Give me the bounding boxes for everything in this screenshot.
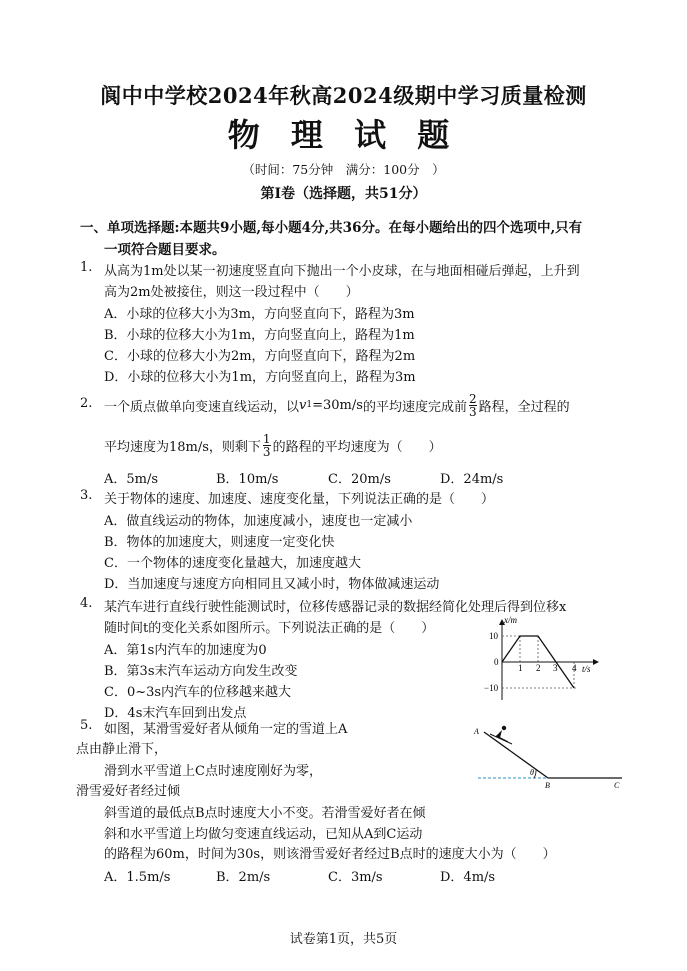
q2-option-a: A．5m/s [104,472,159,487]
q5-line4: 滑雪爱好者经过倾 [76,784,181,799]
graph-y-label: x/m [504,615,517,625]
figure-label-a: A [474,727,479,736]
q2-line2-a: 平均速度为18m/s，则剩下 [104,439,261,455]
q2-frac2-num: 1 [262,431,271,446]
q2-frac1-den: 3 [468,404,477,419]
school-title: 阆中中学校2024年秋高2024级期中学习质量检测 [100,83,587,108]
section-heading-line2: 一项符合题目要求。 [104,242,226,258]
q1-option-d: D．小球的位移大小为1m，方向竖直向上，路程为3m [104,370,416,385]
q2-line2 [104,430,442,460]
inclined-snow-track [484,732,548,778]
q4-line1: 某汽车进行直线行驶性能测试时，位移传感器记录的数据经简化处理后得到位移x [104,600,567,615]
graph-x-tick-2: 2 [536,663,541,673]
q3-option-c: C．一个物体的速度变化量越大，加速度越大 [104,556,361,571]
exam-meta: （时间：75分钟 满分：100分 ） [242,162,445,177]
q1-number: 1. [80,260,93,275]
q4-option-d: D．4s末汽车回到出发点 [104,706,247,721]
q2-fraction-1-3 [263,433,271,458]
graph-y-tick-10: 10 [489,631,498,641]
q2-v1: v [299,397,307,413]
slope-angle-arc [534,770,536,778]
q5-line1: 如图，某滑雪爱好者从倾角一定的雪道上A [104,722,348,737]
q5-number: 5. [80,718,93,733]
q3-line1: 关于物体的速度、加速度、速度变化量，下列说法正确的是（ ） [104,492,495,507]
q2-frac2-den: 3 [262,444,271,459]
graph-x-label: t/s [582,664,591,674]
subject-title: 物 理 试 题 [227,116,460,154]
q5-line2: 点由静止滑下， [76,742,168,757]
q5-line6: 斜和水平雪道上均做匀变速直线运动，已知从A到C运动 [104,827,423,842]
graph-x-tick-3: 3 [553,663,558,673]
q5-option-d: D．4m/s [440,870,496,885]
q4-number: 4. [80,596,93,611]
q5-option-a: A．1.5m/s [104,870,171,885]
figure-label-b: B [545,781,550,790]
q1-option-a: A．小球的位移大小为3m，方向竖直向下，路程为3m [104,307,415,322]
q1-option-c: C．小球的位移大小为2m，方向竖直向下，路程为2m [104,349,416,364]
q3-option-b: B．物体的加速度大，则速度一定变化快 [104,535,335,550]
q2-line1-b: 的平均速度完成前 [362,399,467,415]
skier-icon [490,726,512,744]
section-heading-line1: 一、单项选择题:本题共9小题,每小题4分,共36分。在每小题给出的四个选项中,只有 [80,220,583,236]
part-heading: 第Ⅰ卷（选择题，共51分） [260,186,427,202]
q5-option-b: B．2m/s [216,870,271,885]
graph-x-tick-1: 1 [518,663,523,673]
graph-y-tick-neg10: −10 [484,683,499,693]
q5-option-c: C．3m/s [328,870,383,885]
q2-fraction-2-3 [469,393,477,418]
graph-x-tick-4: 4 [572,663,577,673]
q4-line2: 随时间t的变化关系如图所示。下列说法正确的是（ ） [104,621,435,636]
q1-line1: 从高为1m处以某一初速度竖直向下抛出一个小皮球，在与地面相碰后弹起，上升到 [104,264,580,279]
q2-v1-sub: 1 [306,400,313,410]
q2-frac1-num: 2 [468,391,477,406]
figure-label-theta: θ [530,768,534,777]
q3-number: 3. [80,488,93,503]
q2-option-d: D．24m/s [440,472,504,487]
q1-option-b: B．小球的位移大小为1m，方向竖直向上，路程为1m [104,328,415,343]
q4-option-a: A．第1s内汽车的加速度为0 [104,643,267,658]
q5-line5: 斜雪道的最低点B点时速度大小不变。若滑雪爱好者在倾 [104,806,426,821]
page-footer: 试卷第1页，共5页 [289,932,398,947]
q2-number: 2. [80,396,93,411]
q2-line1-c: 路程，全过程的 [478,399,570,415]
q2-v1-rest: =30m/s [312,397,363,413]
q2-line1-a: 一个质点做单向变速直线运动，以 [104,399,300,415]
q5-line7: 的路程为60m，时间为30s，则该滑雪爱好者经过B点时的速度大小为（ ） [104,847,556,862]
q1-line2: 高为2m处被接住，则这一段过程中（ ） [104,285,359,300]
q4-option-c: C．0~3s内汽车的位移越来越大 [104,685,292,700]
figure-label-c: C [614,781,620,790]
graph-y-tick-0: 0 [494,657,499,667]
q2-option-c: C．20m/s [328,472,391,487]
q4-xt-graph [478,612,603,704]
q4-option-b: B．第3s末汽车运动方向发生改变 [104,664,298,679]
q3-option-a: A．做直线运动的物体，加速度减小，速度也一定减小 [104,514,413,529]
q2-option-b: B．10m/s [216,472,279,487]
q2-line1 [104,390,570,420]
q5-line3: 滑到水平雪道上C点时速度刚好为零， [104,764,322,779]
q3-option-d: D．当加速度与速度方向相同且又减小时，物体做减速运动 [104,577,440,592]
q2-line2-b: 的路程的平均速度为（ ） [272,439,442,455]
q5-ski-slope-figure [472,722,632,794]
